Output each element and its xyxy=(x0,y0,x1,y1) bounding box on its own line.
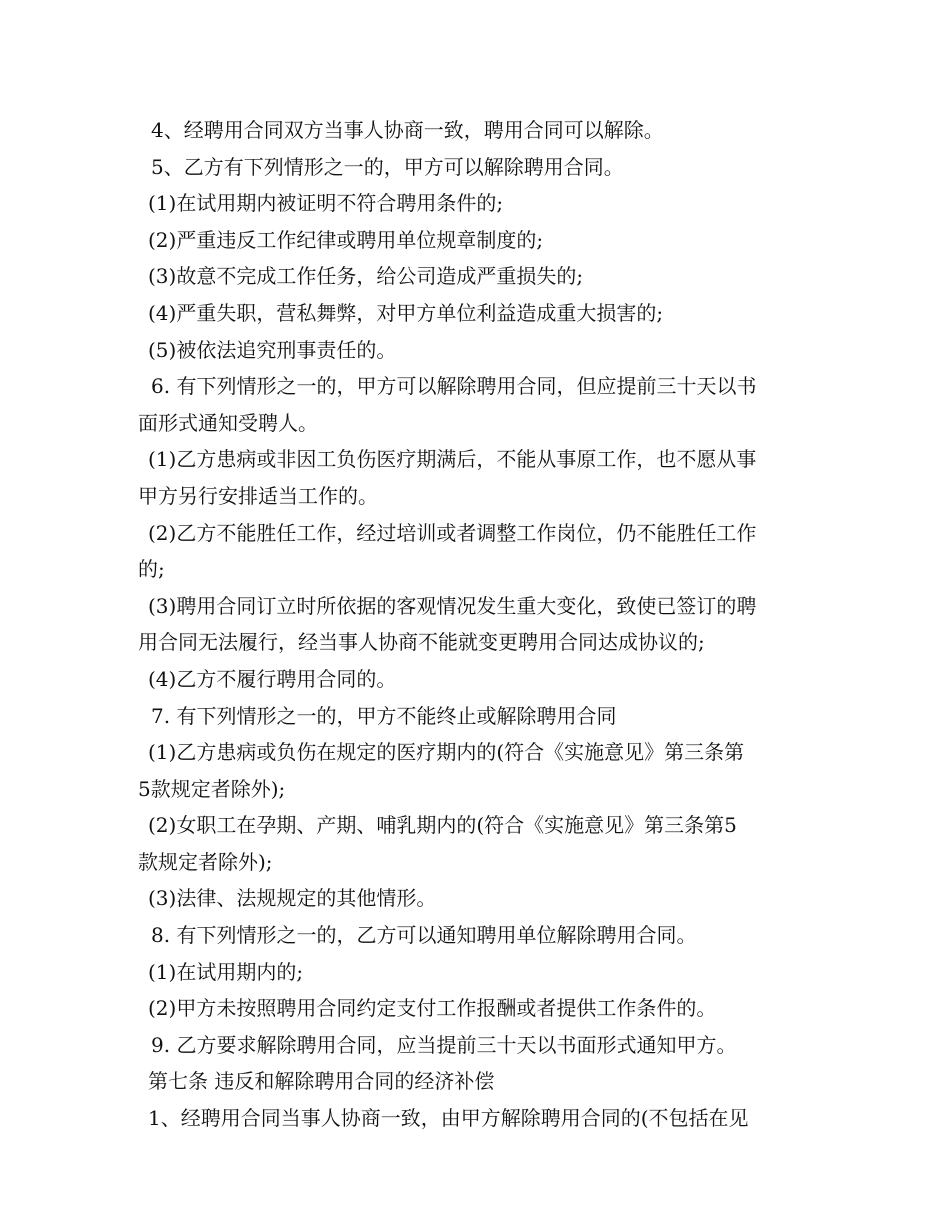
clause-4: 4、经聘用合同双方当事人协商一致，聘用合同可以解除。 xyxy=(151,118,664,142)
clause-6-item-3: (3)聘用合同订立时所依据的客观情况发生重大变化，致使已签订的聘 xyxy=(148,593,757,618)
clause-6-item-4: (4)乙方不履行聘用合同的。 xyxy=(148,666,397,691)
clause-7: 7. 有下列情形之一的，甲方不能终止或解除聘用合同 xyxy=(151,703,617,728)
clause-6: 6. 有下列情形之一的，甲方可以解除聘用合同，但应提前三十天以书 xyxy=(151,374,757,399)
clause-7-item-3: (3)法律、法规规定的其他情形。 xyxy=(148,886,437,911)
clause-7-item-1: (1)乙方患病或负伤在规定的医疗期内的(符合《实施意见》第三条第 xyxy=(148,740,745,765)
clause-5: 5、乙方有下列情形之一的，甲方可以解除聘用合同。 xyxy=(151,154,624,179)
clause-9: 9. 乙方要求解除聘用合同，应当提前三十天以书面形式通知甲方。 xyxy=(151,1032,737,1057)
clause-5-item-4: (4)严重失职，营私舞弊，对甲方单位利益造成重大损害的; xyxy=(148,300,664,325)
clause-6-item-1: (1)乙方患病或非因工负伤医疗期满后，不能从事原工作，也不愿从事 xyxy=(148,447,757,472)
clause-6-continued: 面形式通知受聘人。 xyxy=(138,410,318,435)
clause-8-item-1: (1)在试用期内的; xyxy=(148,959,304,984)
clause-5-item-3: (3)故意不完成工作任务，给公司造成严重损失的; xyxy=(148,264,584,289)
article-7-clause-1: 1、经聘用合同当事人协商一致，由甲方解除聘用合同的(不包括在见 xyxy=(148,1106,749,1131)
clause-7-item-1-continued: 5款规定者除外); xyxy=(138,776,286,801)
clause-6-item-3-continued: 用合同无法履行，经当事人协商不能就变更聘用合同达成协议的; xyxy=(138,630,705,655)
clause-7-item-2-continued: 款规定者除外); xyxy=(138,849,273,874)
clause-6-item-2-continued: 的; xyxy=(138,557,165,582)
clause-5-item-1: (1)在试用期内被证明不符合聘用条件的; xyxy=(148,191,504,216)
clause-8: 8. 有下列情形之一的，乙方可以通知聘用单位解除聘用合同。 xyxy=(151,923,697,948)
clause-8-item-2: (2)甲方未按照聘用合同约定支付工作报酬或者提供工作条件的。 xyxy=(148,996,717,1021)
clause-5-item-5: (5)被依法追究刑事责任的。 xyxy=(148,337,397,362)
article-7-heading: 第七条 违反和解除聘用合同的经济补偿 xyxy=(148,1069,495,1094)
clause-6-item-2: (2)乙方不能胜任工作，经过培训或者调整工作岗位，仍不能胜任工作 xyxy=(148,520,757,545)
clause-7-item-2: (2)女职工在孕期、产期、哺乳期内的(符合《实施意见》第三条第5 xyxy=(148,813,737,838)
document-body xyxy=(138,112,818,1137)
clause-6-item-1-continued: 甲方另行安排适当工作的。 xyxy=(138,483,378,508)
clause-5-item-2: (2)严重违反工作纪律或聘用单位规章制度的; xyxy=(148,227,544,252)
